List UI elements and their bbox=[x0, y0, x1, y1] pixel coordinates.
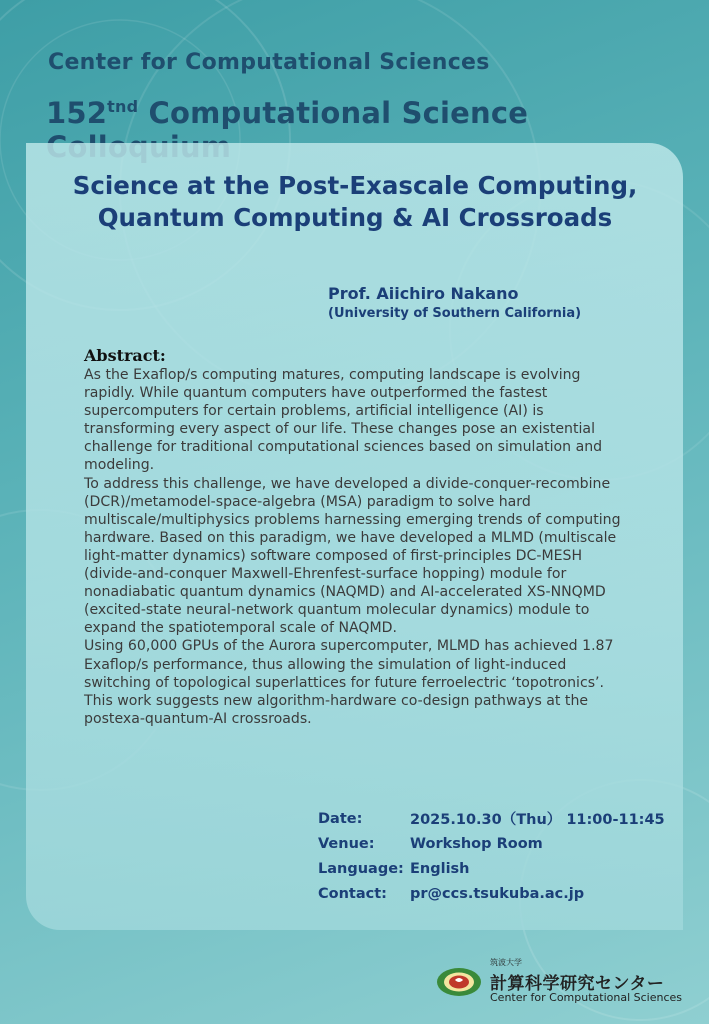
event-info bbox=[318, 806, 665, 906]
speaker-name: Prof. Aiichiro Nakano bbox=[328, 284, 519, 303]
abstract-body bbox=[84, 366, 632, 728]
organization-name: Center for Computational Sciences bbox=[48, 50, 490, 75]
event-number-suffix: tnd bbox=[107, 97, 139, 116]
venue-label: Venue: bbox=[318, 835, 375, 852]
center-name-japanese: 計算科学研究センター bbox=[490, 974, 665, 994]
abstract-heading: Abstract: bbox=[84, 346, 166, 365]
language-value: English bbox=[410, 860, 470, 877]
talk-title-line-1: Science at the Post-Exascale Computing, bbox=[72, 171, 638, 200]
venue-value: Workshop Room bbox=[410, 835, 543, 852]
date-row bbox=[318, 806, 665, 831]
talk-title bbox=[40, 170, 670, 234]
language-row bbox=[318, 856, 665, 881]
date-label: Date: bbox=[318, 810, 363, 827]
venue-row bbox=[318, 831, 665, 856]
speaker-affiliation: (University of Southern California) bbox=[328, 306, 582, 321]
abstract-paragraph: As the Exaflop/s computing matures, computing landscape is evolving rapidly. While quantum computers have outperformed the fastest supercomputers for certain problems, artificial intelligence (AI) is transforming every aspect of our life. These changes pose an existential challenge for traditional computational sciences based on simulation and modeling. bbox=[84, 367, 603, 474]
event-name: Computational Science bbox=[148, 96, 529, 130]
contact-label: Contact: bbox=[318, 885, 387, 902]
center-name-english: Center for Computational Sciences bbox=[490, 991, 683, 1004]
language-label: Language: bbox=[318, 860, 404, 877]
ccs-logo bbox=[436, 957, 696, 1007]
abstract-paragraph: Using 60,000 GPUs of the Aurora supercomputer, MLMD has achieved 1.87 Exaflop/s performance, thus allowing the simulation of light-induced switching of topological superlattices for future ferroelectric ‘topotronics’. This work suggests new algorithm-hardware co-design pathways at the postexa-quantum-AI crossroads. bbox=[84, 638, 614, 727]
date-value: 2025.10.30（Thu） 11:00-11:45 bbox=[410, 812, 665, 828]
ccs-logo-icon bbox=[436, 967, 482, 997]
contact-row bbox=[318, 881, 665, 906]
talk-title-line-2: Quantum Computing & AI Crossroads bbox=[97, 203, 613, 232]
university-name: 筑波大学 bbox=[490, 958, 522, 967]
event-number: 152 bbox=[46, 96, 108, 130]
abstract-paragraph: To address this challenge, we have developed a divide-conquer-recombine (DCR)/metamodel-space-algebra (MSA) paradigm to solve hard multiscale/multiphysics problems harnessing emerging trends of computing hardware. Based on this paradigm, we have developed a MLMD (multiscale light-matter dynamics) software composed of first-principles DC-MESH (divide-and-conquer Maxwell-Ehrenfest-surface hopping) module for nonadiabatic quantum dynamics (NAQMD) and AI-accelerated XS-NNQMD (excited-state neural-network quantum molecular dynamics) module to expand the spatiotemporal scale of NAQMD. bbox=[84, 475, 621, 637]
contact-email: pr@ccs.tsukuba.ac.jp bbox=[410, 885, 585, 902]
